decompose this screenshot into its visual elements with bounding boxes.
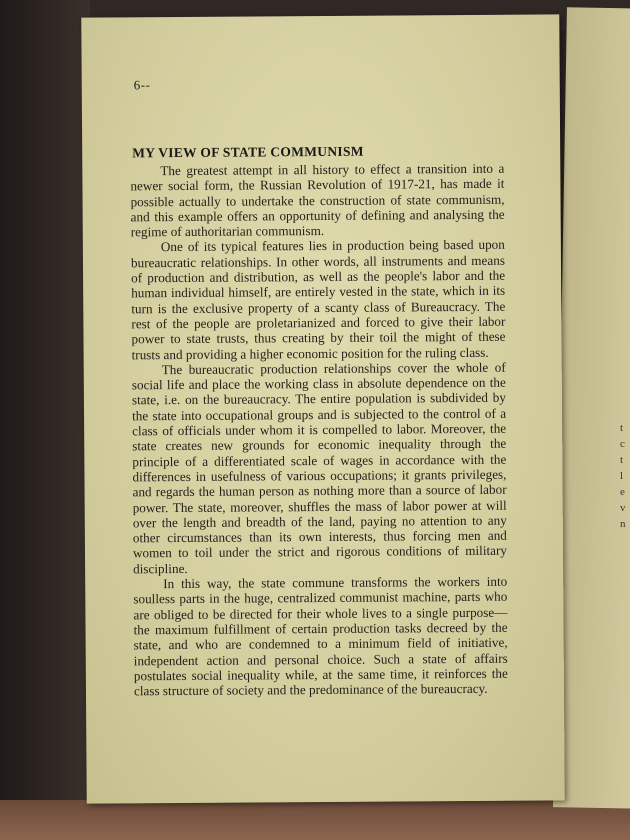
background-left bbox=[0, 0, 90, 840]
adjacent-fragment: n bbox=[620, 518, 626, 530]
adjacent-fragment: l bbox=[620, 470, 624, 482]
adjacent-fragment: c bbox=[620, 438, 625, 450]
adjacent-fragment: e bbox=[620, 486, 625, 498]
adjacent-fragment: v bbox=[620, 502, 626, 514]
adjacent-fragment: t bbox=[620, 422, 624, 434]
paragraph: In this way, the state commune transforms the workers into soulless parts in the huge, centralized communist machine, parts who are obliged to be directed for their whole lives to a single purpose—the maximum fulfillment of certain production tasks decreed by the state, and who are condemned to a minimum field of initiative, independent action and personal choice. Such a state of affairs postulates social inequality while, at the same time, it reinforces the class structure of society and the predominance of the bureaucracy. bbox=[133, 573, 508, 699]
booklet-page bbox=[81, 14, 564, 803]
body-text bbox=[130, 161, 508, 699]
chapter-title: MY VIEW OF STATE COMMUNISM bbox=[132, 143, 364, 161]
table-surface bbox=[0, 800, 630, 840]
paragraph: One of its typical features lies in production being based upon bureaucratic relationships. In other words, all instruments and means of production and distribution, as well as the people's labor and the human individual himself, are entirely vested in the state, which in its turn is the exclusive property of a scanty class of Bureaucracy. The rest of the people are proletarianized and forced to give their labor power to state trusts, thus creating by their toil the might of these trusts and providing a higher economic position for the ruling class. bbox=[130, 237, 506, 362]
page-number: 6-- bbox=[133, 77, 151, 93]
paragraph: The greatest attempt in all history to effect a transition into a newer social form, the Russian Revolution of 1917-21, has made it possible actually to undertake the construction of state communism, and this example offers an opportunity of defining and analysing the regime of authoritarian communism. bbox=[130, 160, 505, 240]
paragraph: The bureaucratic production relationships cover the whole of social life and place the working class in absolute dependence on the state, i.e. on the bureaucracy. The entire population is subdivided by the state into occupational groups and is subjected to the control of a class of officials under whom it is compelled to labor. Moreover, the state creates new grounds for economic inequality through the principle of a differentiated scale of wages in accordance with the differences in usefulness of various occupations; it grants privileges, and regards the human person as nothing more than a source of labor power. The state, moreover, shuffles the mass of labor power at will over the length and breadth of the land, paying no attention to any other circumstances than its own interests, thus forcing men and women to toil under the strict and rigorous conditions of military discipline. bbox=[131, 359, 508, 577]
adjacent-fragment: t bbox=[620, 454, 624, 466]
adjacent-page bbox=[553, 7, 630, 808]
adjacent-page-text bbox=[620, 420, 630, 532]
